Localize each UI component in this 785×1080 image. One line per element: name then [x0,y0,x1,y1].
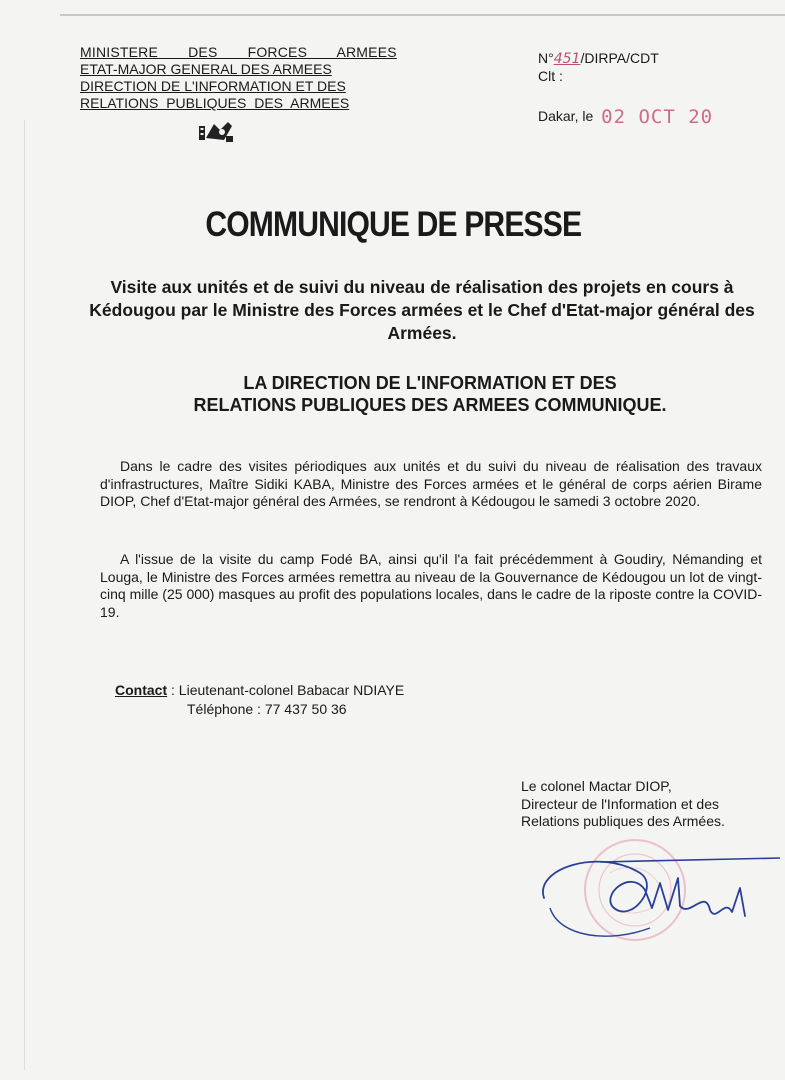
date-label: Dakar, le [538,108,594,124]
paragraph-2: A l'issue de la visite du camp Fodé BA, ainsi qu'il l'a fait précédemment à Goudiry, Némanding et Louga, le Ministre des Forces armées remettra au niveau de la Gouvernance de Kédougou un lot de vingt-cinq mille (25 000) masques au profit des populations locales, dans le cadre de la riposte contre la COVID-19. [100,551,762,620]
ref-suffix: /DIRPA/CDT [580,50,659,66]
contact-phone: Téléphone : 77 437 50 36 [187,701,347,717]
contact-name: Lieutenant-colonel Babacar NDIAYE [178,682,405,698]
top-rule [60,14,785,16]
ref-prefix: N° [538,50,554,66]
subtitle: Visite aux unités et de suivi du niveau de réalisation des projets en cours à Kédougou par le Ministre des Forces armées et le Chef d'Etat-major général des Armées. [89,277,755,343]
date-line [538,104,713,126]
ministry-line-4: RELATIONS PUBLIQUES DES ARMEES [80,95,350,111]
contact-line [115,681,404,700]
paragraph-1: Dans le cadre des visites périodiques aux unités et du suivi du niveau de réalisation des travaux d'infrastructures, Maître Sidiki KABA, Ministre des Forces armées et le général de corps aérien Birame DIOP, Chef d'Etat-major général des Armées, se rendront à Kédougou le samedi 3 octobre 2020. [100,458,762,509]
ministry-line-3: DIRECTION DE L'INFORMATION ET DES [80,78,346,94]
official-stamp-signature-icon [540,828,780,958]
page-edge-shadow [24,120,25,1070]
signature-block [521,778,725,831]
contact-separator: : [167,682,179,698]
communique-heading [110,372,750,416]
signatory-title-1: Directeur de l'Information et des [521,795,719,812]
ref-number: 451 [553,51,581,67]
heading-line-2: RELATIONS PUBLIQUES DES ARMEES COMMUNIQUE. [193,395,667,415]
signatory-name: Le colonel Mactar DIOP, [521,778,672,794]
signatory-title-2: Relations publiques des Armées. [521,813,725,829]
ministry-line-2: ETAT-MAJOR GENERAL DES ARMEES [80,61,332,77]
ref-clt: Clt : [538,68,563,84]
contact-block [115,681,404,719]
date-stamp: 02 OCT 20 [601,106,714,128]
page-title: COMMUNIQUE DE PRESSE [205,205,582,244]
heading-line-1: LA DIRECTION DE L'INFORMATION ET DES [243,373,617,393]
ministry-header [80,44,397,112]
dirpa-logo-icon [198,118,234,144]
reference-block [538,50,659,85]
ministry-line-1: MINISTERE DES FORCES ARMEES [80,44,397,60]
contact-label: Contact [115,682,168,698]
reference-number [538,50,659,68]
